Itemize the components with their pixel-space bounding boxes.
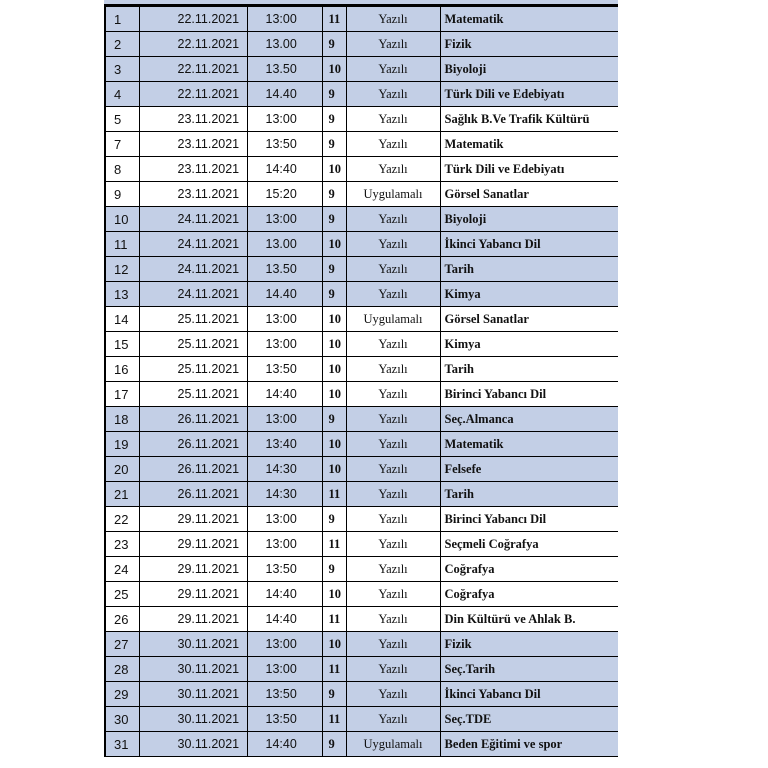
exam-type-cell: Yazılı <box>346 207 440 232</box>
exam-time-cell: 13:40 <box>247 432 322 457</box>
exam-date-cell: 29.11.2021 <box>139 607 247 632</box>
exam-type-cell: Yazılı <box>346 682 440 707</box>
subject-cell: Matematik <box>440 432 618 457</box>
table-row <box>105 607 618 632</box>
grade-level-cell: 11 <box>322 707 346 732</box>
subject-cell: Tarih <box>440 257 618 282</box>
exam-number-cell: 23 <box>105 532 139 557</box>
exam-time-cell: 13:00 <box>247 107 322 132</box>
exam-time-cell: 13:00 <box>247 632 322 657</box>
exam-type-cell: Yazılı <box>346 707 440 732</box>
table-row <box>105 582 618 607</box>
exam-time-cell: 13.50 <box>247 57 322 82</box>
exam-number-cell: 5 <box>105 107 139 132</box>
table-row <box>105 507 618 532</box>
table-row <box>105 207 618 232</box>
subject-cell: Kimya <box>440 282 618 307</box>
grade-level-cell: 9 <box>322 32 346 57</box>
exam-type-cell: Uygulamalı <box>346 307 440 332</box>
exam-date-cell: 30.11.2021 <box>139 657 247 682</box>
exam-date-cell: 23.11.2021 <box>139 107 247 132</box>
exam-date-cell: 23.11.2021 <box>139 132 247 157</box>
exam-time-cell: 14:40 <box>247 157 322 182</box>
exam-time-cell: 13:00 <box>247 332 322 357</box>
table-row <box>105 432 618 457</box>
exam-date-cell: 30.11.2021 <box>139 682 247 707</box>
exam-number-cell: 8 <box>105 157 139 182</box>
exam-type-cell: Yazılı <box>346 157 440 182</box>
exam-number-cell: 15 <box>105 332 139 357</box>
exam-schedule-table <box>104 6 618 757</box>
exam-time-cell: 13:50 <box>247 557 322 582</box>
exam-type-cell: Yazılı <box>346 282 440 307</box>
subject-cell: Türk Dili ve Edebiyatı <box>440 157 618 182</box>
subject-cell: Coğrafya <box>440 582 618 607</box>
exam-date-cell: 23.11.2021 <box>139 182 247 207</box>
exam-type-cell: Yazılı <box>346 507 440 532</box>
table-row <box>105 107 618 132</box>
grade-level-cell: 10 <box>322 632 346 657</box>
exam-type-cell: Uygulamalı <box>346 182 440 207</box>
table-row <box>105 282 618 307</box>
exam-number-cell: 12 <box>105 257 139 282</box>
exam-number-cell: 24 <box>105 557 139 582</box>
exam-type-cell: Yazılı <box>346 457 440 482</box>
grade-level-cell: 10 <box>322 357 346 382</box>
exam-type-cell: Yazılı <box>346 107 440 132</box>
subject-cell: İkinci Yabancı Dil <box>440 682 618 707</box>
exam-time-cell: 13:00 <box>247 7 322 32</box>
grade-level-cell: 10 <box>322 307 346 332</box>
exam-date-cell: 29.11.2021 <box>139 582 247 607</box>
exam-type-cell: Yazılı <box>346 257 440 282</box>
exam-number-cell: 26 <box>105 607 139 632</box>
exam-number-cell: 2 <box>105 32 139 57</box>
exam-date-cell: 22.11.2021 <box>139 57 247 82</box>
exam-type-cell: Yazılı <box>346 582 440 607</box>
exam-date-cell: 29.11.2021 <box>139 557 247 582</box>
subject-cell: Coğrafya <box>440 557 618 582</box>
grade-level-cell: 11 <box>322 532 346 557</box>
exam-date-cell: 30.11.2021 <box>139 732 247 757</box>
exam-time-cell: 14:30 <box>247 482 322 507</box>
exam-number-cell: 18 <box>105 407 139 432</box>
table-row <box>105 382 618 407</box>
exam-date-cell: 25.11.2021 <box>139 357 247 382</box>
subject-cell: Birinci Yabancı Dil <box>440 382 618 407</box>
grade-level-cell: 9 <box>322 132 346 157</box>
exam-type-cell: Yazılı <box>346 32 440 57</box>
exam-date-cell: 25.11.2021 <box>139 332 247 357</box>
subject-cell: Sağlık B.Ve Trafik Kültürü <box>440 107 618 132</box>
subject-cell: Türk Dili ve Edebiyatı <box>440 82 618 107</box>
exam-number-cell: 13 <box>105 282 139 307</box>
exam-number-cell: 22 <box>105 507 139 532</box>
exam-date-cell: 26.11.2021 <box>139 482 247 507</box>
exam-time-cell: 14:40 <box>247 607 322 632</box>
exam-type-cell: Uygulamalı <box>346 732 440 757</box>
grade-level-cell: 9 <box>322 282 346 307</box>
exam-date-cell: 24.11.2021 <box>139 282 247 307</box>
table-row <box>105 307 618 332</box>
exam-date-cell: 26.11.2021 <box>139 457 247 482</box>
table-row <box>105 482 618 507</box>
exam-date-cell: 23.11.2021 <box>139 157 247 182</box>
subject-cell: Seçmeli Coğrafya <box>440 532 618 557</box>
exam-number-cell: 4 <box>105 82 139 107</box>
exam-type-cell: Yazılı <box>346 357 440 382</box>
grade-level-cell: 10 <box>322 332 346 357</box>
subject-cell: Din Kültürü ve Ahlak B. <box>440 607 618 632</box>
exam-time-cell: 15:20 <box>247 182 322 207</box>
grade-level-cell: 10 <box>322 432 346 457</box>
exam-type-cell: Yazılı <box>346 532 440 557</box>
exam-number-cell: 21 <box>105 482 139 507</box>
table-row <box>105 232 618 257</box>
subject-cell: Seç.TDE <box>440 707 618 732</box>
grade-level-cell: 9 <box>322 507 346 532</box>
exam-date-cell: 25.11.2021 <box>139 382 247 407</box>
table-row <box>105 557 618 582</box>
exam-number-cell: 9 <box>105 182 139 207</box>
subject-cell: Fizik <box>440 632 618 657</box>
grade-level-cell: 11 <box>322 7 346 32</box>
exam-date-cell: 24.11.2021 <box>139 257 247 282</box>
exam-time-cell: 13:00 <box>247 307 322 332</box>
table-row <box>105 182 618 207</box>
exam-number-cell: 28 <box>105 657 139 682</box>
exam-number-cell: 19 <box>105 432 139 457</box>
exam-number-cell: 29 <box>105 682 139 707</box>
exam-type-cell: Yazılı <box>346 557 440 582</box>
table-row <box>105 407 618 432</box>
exam-date-cell: 30.11.2021 <box>139 707 247 732</box>
exam-type-cell: Yazılı <box>346 657 440 682</box>
exam-number-cell: 11 <box>105 232 139 257</box>
exam-type-cell: Yazılı <box>346 82 440 107</box>
grade-level-cell: 10 <box>322 57 346 82</box>
table-row <box>105 82 618 107</box>
subject-cell: Matematik <box>440 7 618 32</box>
grade-level-cell: 9 <box>322 557 346 582</box>
exam-time-cell: 13.00 <box>247 232 322 257</box>
subject-cell: Felsefe <box>440 457 618 482</box>
exam-number-cell: 1 <box>105 7 139 32</box>
exam-type-cell: Yazılı <box>346 232 440 257</box>
exam-time-cell: 13:00 <box>247 507 322 532</box>
exam-time-cell: 13:50 <box>247 682 322 707</box>
exam-time-cell: 13.00 <box>247 32 322 57</box>
exam-time-cell: 14.40 <box>247 282 322 307</box>
subject-cell: Biyoloji <box>440 57 618 82</box>
table-row <box>105 457 618 482</box>
subject-cell: Kimya <box>440 332 618 357</box>
table-row <box>105 632 618 657</box>
table-row <box>105 357 618 382</box>
exam-type-cell: Yazılı <box>346 607 440 632</box>
exam-date-cell: 29.11.2021 <box>139 507 247 532</box>
exam-type-cell: Yazılı <box>346 382 440 407</box>
grade-level-cell: 10 <box>322 457 346 482</box>
exam-date-cell: 26.11.2021 <box>139 407 247 432</box>
table-row <box>105 332 618 357</box>
table-row <box>105 157 618 182</box>
table-row <box>105 257 618 282</box>
exam-type-cell: Yazılı <box>346 132 440 157</box>
exam-time-cell: 14:40 <box>247 382 322 407</box>
exam-type-cell: Yazılı <box>346 632 440 657</box>
exam-time-cell: 13:00 <box>247 532 322 557</box>
exam-date-cell: 30.11.2021 <box>139 632 247 657</box>
exam-time-cell: 13:00 <box>247 407 322 432</box>
table-row <box>105 57 618 82</box>
exam-time-cell: 14.40 <box>247 82 322 107</box>
subject-cell: Görsel Sanatlar <box>440 307 618 332</box>
subject-cell: Fizik <box>440 32 618 57</box>
exam-schedule-body <box>105 7 618 757</box>
exam-time-cell: 13:50 <box>247 707 322 732</box>
exam-type-cell: Yazılı <box>346 57 440 82</box>
grade-level-cell: 10 <box>322 582 346 607</box>
exam-number-cell: 10 <box>105 207 139 232</box>
exam-number-cell: 16 <box>105 357 139 382</box>
grade-level-cell: 10 <box>322 232 346 257</box>
grade-level-cell: 10 <box>322 157 346 182</box>
subject-cell: Tarih <box>440 357 618 382</box>
exam-schedule-sheet <box>104 0 618 768</box>
table-row <box>105 132 618 157</box>
table-row <box>105 657 618 682</box>
exam-number-cell: 14 <box>105 307 139 332</box>
exam-number-cell: 20 <box>105 457 139 482</box>
exam-date-cell: 22.11.2021 <box>139 7 247 32</box>
exam-time-cell: 13:50 <box>247 357 322 382</box>
grade-level-cell: 9 <box>322 732 346 757</box>
exam-time-cell: 13:00 <box>247 657 322 682</box>
subject-cell: Matematik <box>440 132 618 157</box>
exam-number-cell: 7 <box>105 132 139 157</box>
exam-time-cell: 14:40 <box>247 582 322 607</box>
grade-level-cell: 9 <box>322 207 346 232</box>
subject-cell: Beden Eğitimi ve spor <box>440 732 618 757</box>
exam-time-cell: 13:50 <box>247 132 322 157</box>
table-row <box>105 532 618 557</box>
table-row <box>105 682 618 707</box>
exam-number-cell: 25 <box>105 582 139 607</box>
grade-level-cell: 9 <box>322 107 346 132</box>
exam-type-cell: Yazılı <box>346 7 440 32</box>
exam-date-cell: 22.11.2021 <box>139 32 247 57</box>
grade-level-cell: 9 <box>322 82 346 107</box>
grade-level-cell: 9 <box>322 682 346 707</box>
grade-level-cell: 9 <box>322 257 346 282</box>
exam-type-cell: Yazılı <box>346 482 440 507</box>
exam-type-cell: Yazılı <box>346 407 440 432</box>
exam-number-cell: 3 <box>105 57 139 82</box>
subject-cell: Biyoloji <box>440 207 618 232</box>
exam-number-cell: 27 <box>105 632 139 657</box>
exam-type-cell: Yazılı <box>346 432 440 457</box>
exam-time-cell: 14:40 <box>247 732 322 757</box>
grade-level-cell: 11 <box>322 657 346 682</box>
subject-cell: İkinci Yabancı Dil <box>440 232 618 257</box>
exam-time-cell: 13.50 <box>247 257 322 282</box>
grade-level-cell: 9 <box>322 182 346 207</box>
grade-level-cell: 11 <box>322 482 346 507</box>
exam-date-cell: 25.11.2021 <box>139 307 247 332</box>
exam-number-cell: 30 <box>105 707 139 732</box>
subject-cell: Tarih <box>440 482 618 507</box>
grade-level-cell: 9 <box>322 407 346 432</box>
subject-cell: Birinci Yabancı Dil <box>440 507 618 532</box>
exam-number-cell: 31 <box>105 732 139 757</box>
exam-time-cell: 14:30 <box>247 457 322 482</box>
exam-date-cell: 22.11.2021 <box>139 82 247 107</box>
exam-number-cell: 17 <box>105 382 139 407</box>
grade-level-cell: 11 <box>322 607 346 632</box>
subject-cell: Seç.Almanca <box>440 407 618 432</box>
exam-date-cell: 26.11.2021 <box>139 432 247 457</box>
subject-cell: Görsel Sanatlar <box>440 182 618 207</box>
exam-time-cell: 13:00 <box>247 207 322 232</box>
table-row <box>105 32 618 57</box>
table-row <box>105 707 618 732</box>
exam-date-cell: 24.11.2021 <box>139 232 247 257</box>
exam-type-cell: Yazılı <box>346 332 440 357</box>
subject-cell: Seç.Tarih <box>440 657 618 682</box>
exam-date-cell: 29.11.2021 <box>139 532 247 557</box>
table-row <box>105 732 618 757</box>
exam-date-cell: 24.11.2021 <box>139 207 247 232</box>
table-row <box>105 7 618 32</box>
grade-level-cell: 10 <box>322 382 346 407</box>
